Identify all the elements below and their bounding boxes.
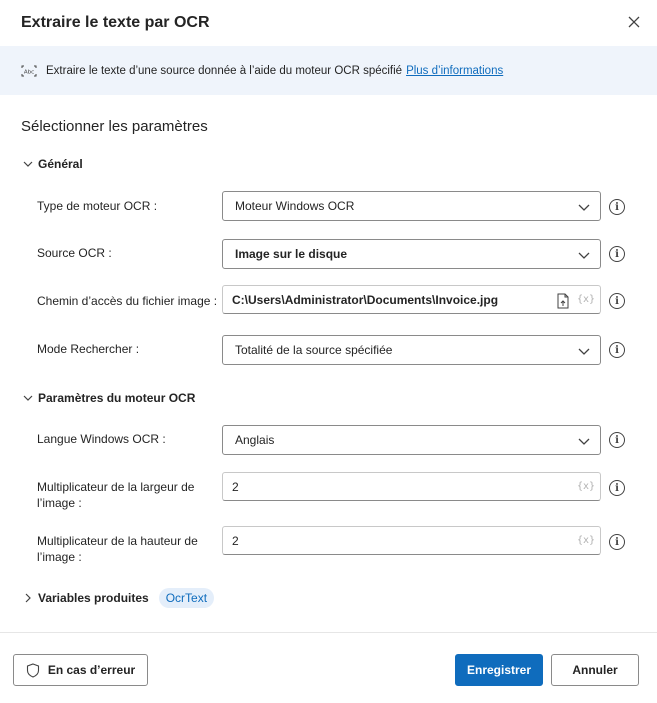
more-info-link[interactable]: Plus d’informations xyxy=(406,64,504,77)
info-icon[interactable]: i xyxy=(609,199,625,215)
chevron-down-icon xyxy=(22,392,34,404)
height-multiplier-input[interactable] xyxy=(222,526,601,555)
variable-icon[interactable]: {x} xyxy=(576,481,595,492)
width-multiplier-value: 2 xyxy=(232,479,239,494)
height-multiplier-value: 2 xyxy=(232,533,239,548)
image-path-input[interactable] xyxy=(222,285,601,314)
cancel-button[interactable]: Annuler xyxy=(551,654,639,686)
engine-type-dropdown[interactable] xyxy=(222,191,601,221)
chevron-down-icon xyxy=(577,200,591,214)
svg-text:Abc: Abc xyxy=(23,69,35,75)
image-path-value: C:\Users\Administrator\Documents\Invoice.jpg xyxy=(232,292,499,307)
save-button[interactable]: Enregistrer xyxy=(455,654,543,686)
general-group-toggle[interactable] xyxy=(22,157,83,171)
shield-icon xyxy=(26,663,40,678)
close-icon xyxy=(628,16,640,28)
height-multiplier-label-line2: l’image : xyxy=(37,550,82,564)
general-group-label: Général xyxy=(38,157,83,171)
search-mode-label: Mode Rechercher : xyxy=(37,342,140,356)
engine-params-group-label: Paramètres du moteur OCR xyxy=(38,391,196,405)
language-value: Anglais xyxy=(235,433,275,447)
variable-icon[interactable]: {x} xyxy=(576,294,595,305)
ocr-icon xyxy=(21,64,37,78)
height-multiplier-label-line1: Multiplicateur de la hauteur de xyxy=(37,534,198,548)
chevron-down-icon xyxy=(22,158,34,170)
chevron-right-icon[interactable] xyxy=(22,592,34,604)
banner-description: Extraire le texte d’une source donnée à l’aide du moteur OCR spécifié xyxy=(46,64,403,77)
ocr-source-value: Image sur le disque xyxy=(235,247,348,261)
footer-divider xyxy=(0,632,657,633)
info-icon[interactable]: i xyxy=(609,342,625,358)
section-title: Sélectionner les paramètres xyxy=(21,118,208,135)
info-icon[interactable]: i xyxy=(609,293,625,309)
info-icon[interactable]: i xyxy=(609,432,625,448)
variable-icon[interactable]: {x} xyxy=(576,535,595,546)
chevron-down-icon xyxy=(577,344,591,358)
width-multiplier-label-line1: Multiplicateur de la largeur de xyxy=(37,480,195,494)
variables-produced-label: Variables produites xyxy=(38,591,149,605)
language-label: Langue Windows OCR : xyxy=(37,432,166,446)
info-icon[interactable]: i xyxy=(609,246,625,262)
dialog-title: Extraire le texte par OCR xyxy=(21,14,210,31)
close-button[interactable] xyxy=(622,10,646,34)
chevron-down-icon xyxy=(577,248,591,262)
on-error-label: En cas d’erreur xyxy=(47,663,136,677)
chevron-down-icon xyxy=(577,434,591,448)
file-picker-icon[interactable] xyxy=(556,293,570,309)
width-multiplier-input[interactable] xyxy=(222,472,601,501)
ocr-source-dropdown[interactable] xyxy=(222,239,601,269)
variable-pill-ocrtext[interactable]: OcrText xyxy=(159,588,214,608)
info-icon[interactable]: i xyxy=(609,480,625,496)
info-icon[interactable]: i xyxy=(609,534,625,550)
ocr-source-label: Source OCR : xyxy=(37,246,112,260)
variables-produced xyxy=(22,588,214,608)
search-mode-value: Totalité de la source spécifiée xyxy=(235,343,393,357)
height-multiplier-label xyxy=(37,533,198,565)
engine-type-value: Moteur Windows OCR xyxy=(235,199,355,213)
image-path-label: Chemin d’accès du fichier image : xyxy=(37,294,218,308)
language-dropdown[interactable] xyxy=(222,425,601,455)
on-error-button[interactable] xyxy=(13,654,148,686)
width-multiplier-label xyxy=(37,479,194,511)
search-mode-dropdown[interactable] xyxy=(222,335,601,365)
info-banner xyxy=(0,46,657,95)
width-multiplier-label-line2: l’image : xyxy=(37,496,82,510)
engine-params-group-toggle[interactable] xyxy=(22,391,195,405)
engine-type-label: Type de moteur OCR : xyxy=(37,199,158,213)
